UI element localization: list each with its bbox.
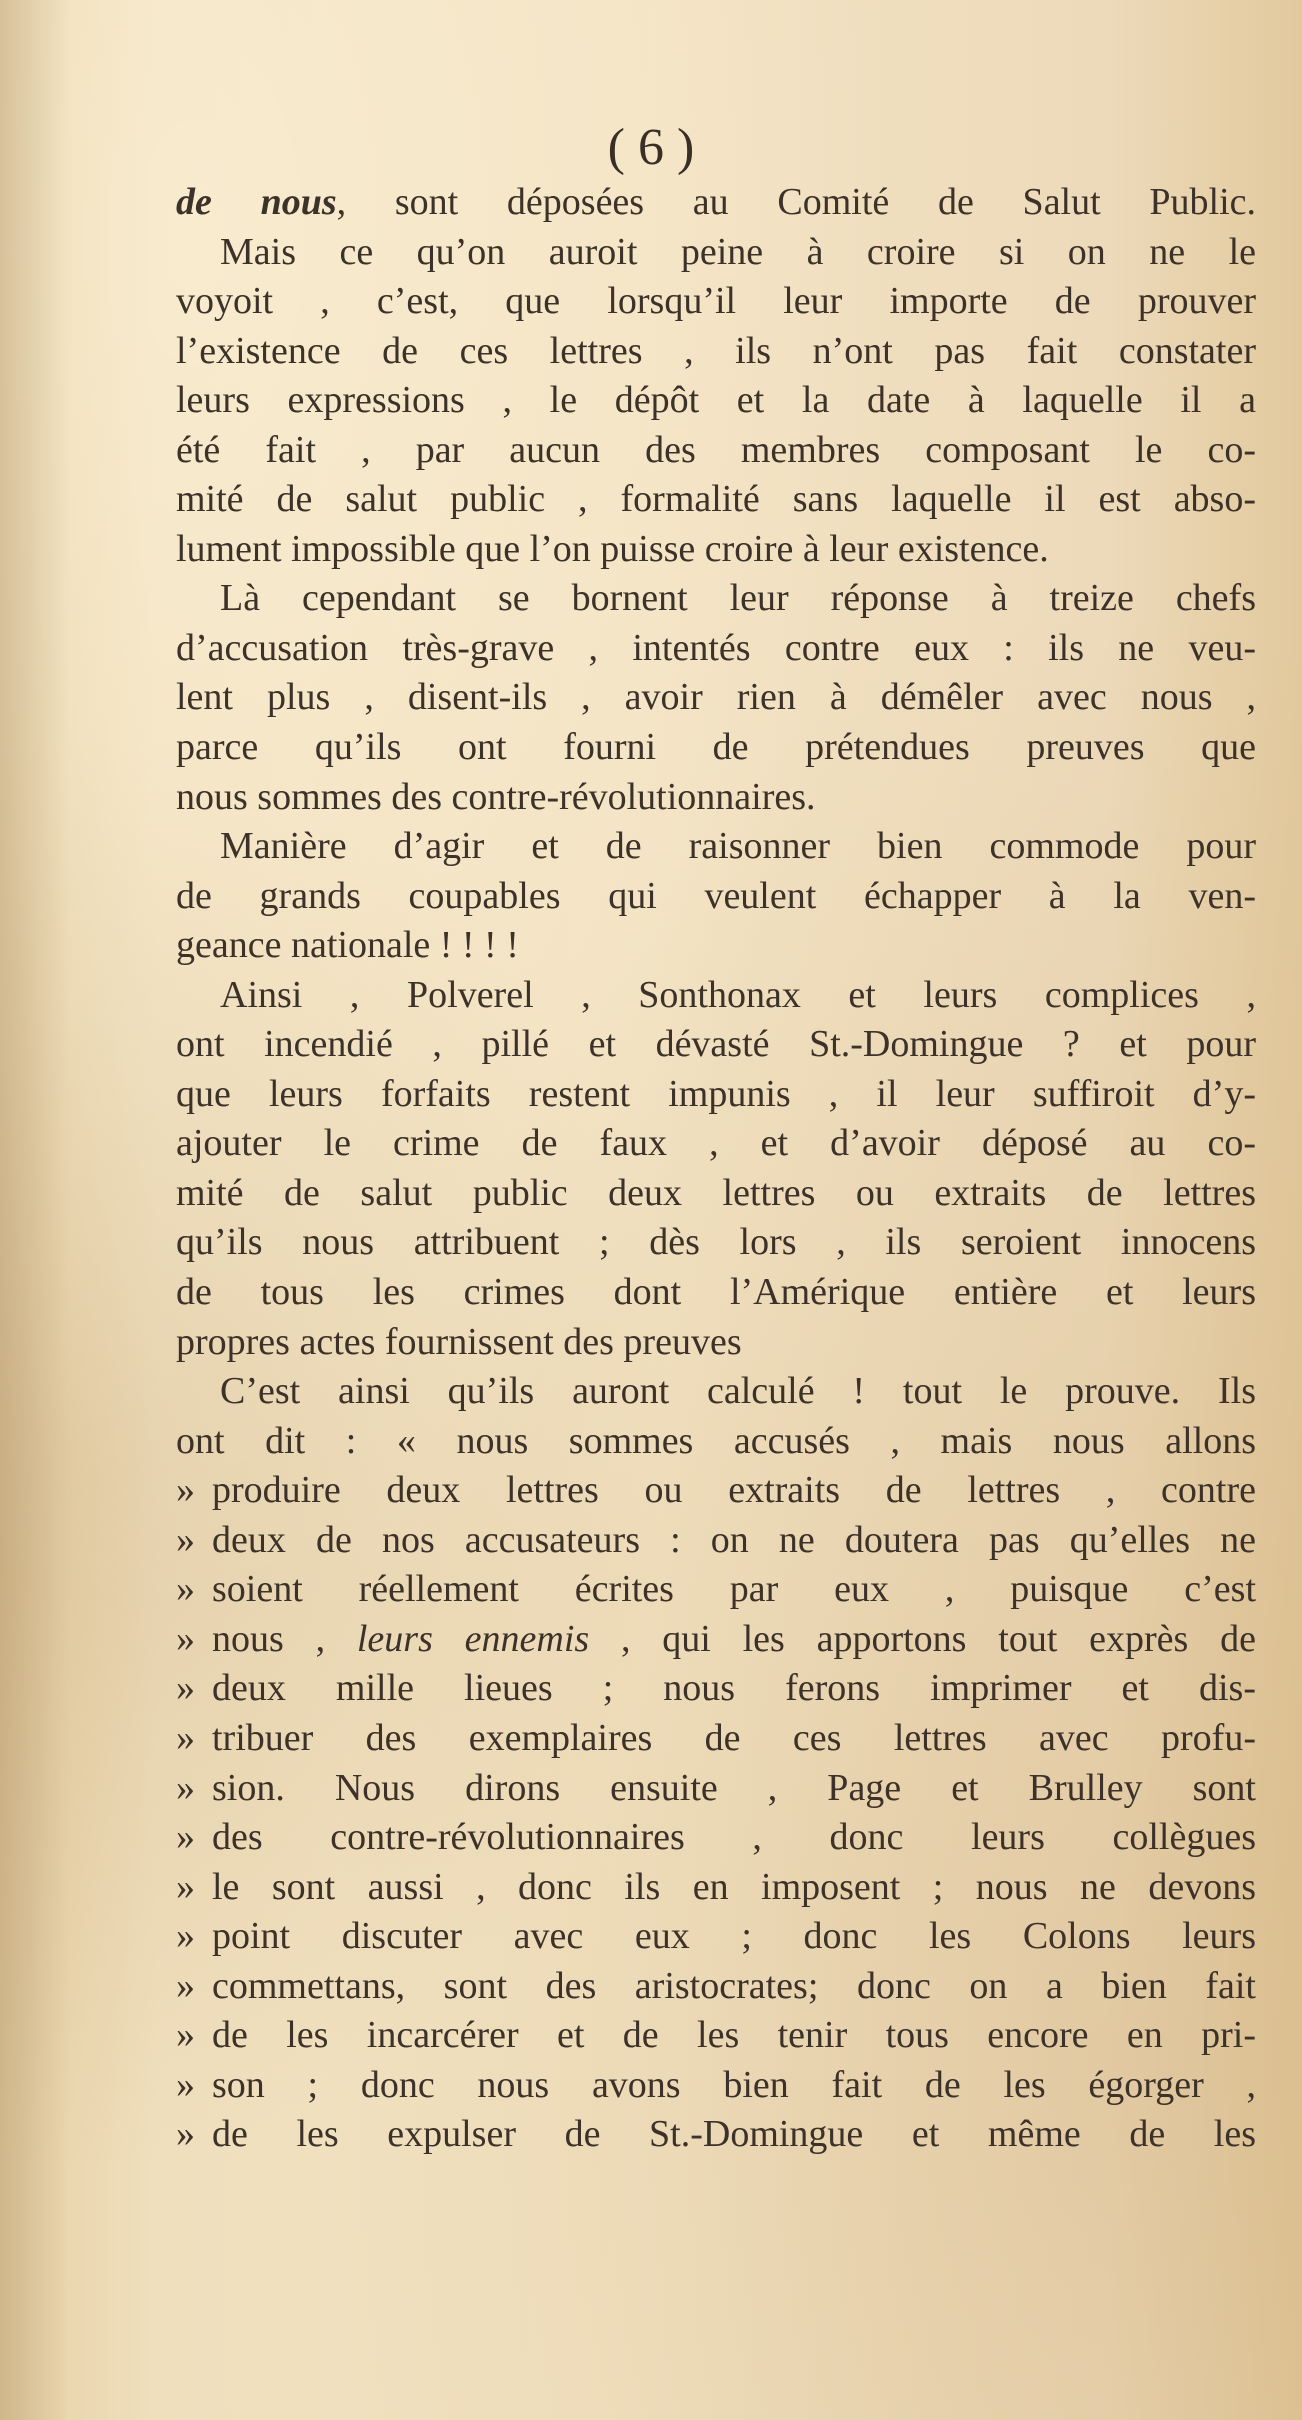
- text-line: d’accusation très-grave , intentés contre eux : ils ne veu-: [176, 626, 1256, 669]
- guillemet: »: [176, 1617, 195, 1660]
- text-line: » son ; donc nous avons bien fait de les égorger ,: [176, 2061, 1256, 2111]
- text-line: ont incendié , pillé et dévasté St.-Domingue ? et pour: [176, 1023, 1256, 1066]
- text-line: Manière d’agir et de raisonner bien commode pour: [220, 825, 1256, 868]
- guillemet: »: [176, 1964, 195, 2007]
- text-line: Mais ce qu’on auroit peine à croire si on ne le: [220, 230, 1256, 273]
- text-line: Ainsi , Polverel , Sonthonax et leurs complices ,: [220, 973, 1256, 1016]
- text-line: » de les incarcérer et de les tenir tous encore en pri-: [176, 2011, 1256, 2061]
- text-line: de nous, sont déposées au Comité de Salut Public.: [176, 181, 1256, 223]
- text-line: ajouter le crime de faux , et d’avoir déposé au co-: [176, 1122, 1256, 1165]
- text-line: » des contre-révolutionnaires , donc leurs collègues: [176, 1813, 1256, 1863]
- text-line: de tous les crimes dont l’Amérique entière et leurs: [176, 1271, 1256, 1314]
- text-line: geance nationale ! ! ! !: [176, 924, 519, 967]
- guillemet: »: [176, 2014, 195, 2057]
- text-line: C’est ainsi qu’ils auront calculé ! tout le prouve. Ils: [220, 1370, 1256, 1413]
- guillemet: »: [176, 1469, 195, 1512]
- guillemet: »: [176, 1667, 195, 1710]
- guillemet: »: [176, 1518, 195, 1561]
- body-text: [176, 178, 1256, 2160]
- text-line: » commettans, sont des aristocrates; donc on a bien fait: [176, 1962, 1256, 2012]
- text-line: » sion. Nous dirons ensuite , Page et Brulley sont: [176, 1764, 1256, 1814]
- text-line: » tribuer des exemplaires de ces lettres avec profu-: [176, 1714, 1256, 1764]
- text-line: ont dit : « nous sommes accusés , mais nous allons: [176, 1419, 1256, 1462]
- text-line: voyoit , c’est, que lorsqu’il leur importe de prouver: [176, 280, 1256, 323]
- text-line: de grands coupables qui veulent échapper à la ven-: [176, 874, 1256, 917]
- text-line: Là cependant se bornent leur réponse à treize chefs: [220, 577, 1256, 620]
- text-line: » nous , leurs ennemis , qui les apportons tout exprès de: [176, 1615, 1256, 1665]
- text-line: que leurs forfaits restent impunis , il leur suffiroit d’y-: [176, 1072, 1256, 1115]
- italic-phrase: leurs ennemis: [356, 1617, 590, 1660]
- text-line: » produire deux lettres ou extraits de lettres , contre: [176, 1466, 1256, 1516]
- guillemet: »: [176, 1816, 195, 1859]
- guillemet: »: [176, 1568, 195, 1611]
- text-line: été fait , par aucun des membres composant le co-: [176, 428, 1256, 471]
- guillemet: »: [176, 1766, 195, 1809]
- guillemet: »: [176, 1865, 195, 1908]
- text-line: qu’ils nous attribuent ; dès lors , ils seroient innocens: [176, 1221, 1256, 1264]
- text-line: mité de salut public deux lettres ou extraits de lettres: [176, 1171, 1256, 1214]
- text-line: lument impossible que l’on puisse croire à leur existence.: [176, 527, 1049, 570]
- page-number: ( 6 ): [607, 119, 695, 176]
- guillemet: »: [176, 1716, 195, 1759]
- text-line: » point discuter avec eux ; donc les Colons leurs: [176, 1912, 1256, 1962]
- text-line: » soient réellement écrites par eux , puisque c’est: [176, 1565, 1256, 1615]
- text-line: lent plus , disent-ils , avoir rien à démêler avec nous ,: [176, 676, 1256, 719]
- text-line: mité de salut public , formalité sans laquelle il est abso-: [176, 478, 1256, 521]
- text-line: propres actes fournissent des preuves: [176, 1320, 742, 1363]
- guillemet: »: [176, 2063, 195, 2106]
- text-line: » le sont aussi , donc ils en imposent ; nous ne devons: [176, 1863, 1256, 1913]
- page-gutter-shadow: [0, 0, 70, 2420]
- text-line: parce qu’ils ont fourni de prétendues preuves que: [176, 726, 1256, 769]
- text-line: leurs expressions , le dépôt et la date à laquelle il a: [176, 379, 1256, 422]
- text-line: nous sommes des contre-révolutionnaires.: [176, 775, 816, 818]
- guillemet: »: [176, 1915, 195, 1958]
- guillemet: »: [176, 2113, 195, 2156]
- text-line: l’existence de ces lettres , ils n’ont pas fait constater: [176, 329, 1256, 372]
- text-line: » de les expulser de St.-Domingue et même de les: [176, 2110, 1256, 2160]
- text-line: » deux mille lieues ; nous ferons imprimer et dis-: [176, 1664, 1256, 1714]
- text-line: » deux de nos accusateurs : on ne doutera pas qu’elles ne: [176, 1516, 1256, 1566]
